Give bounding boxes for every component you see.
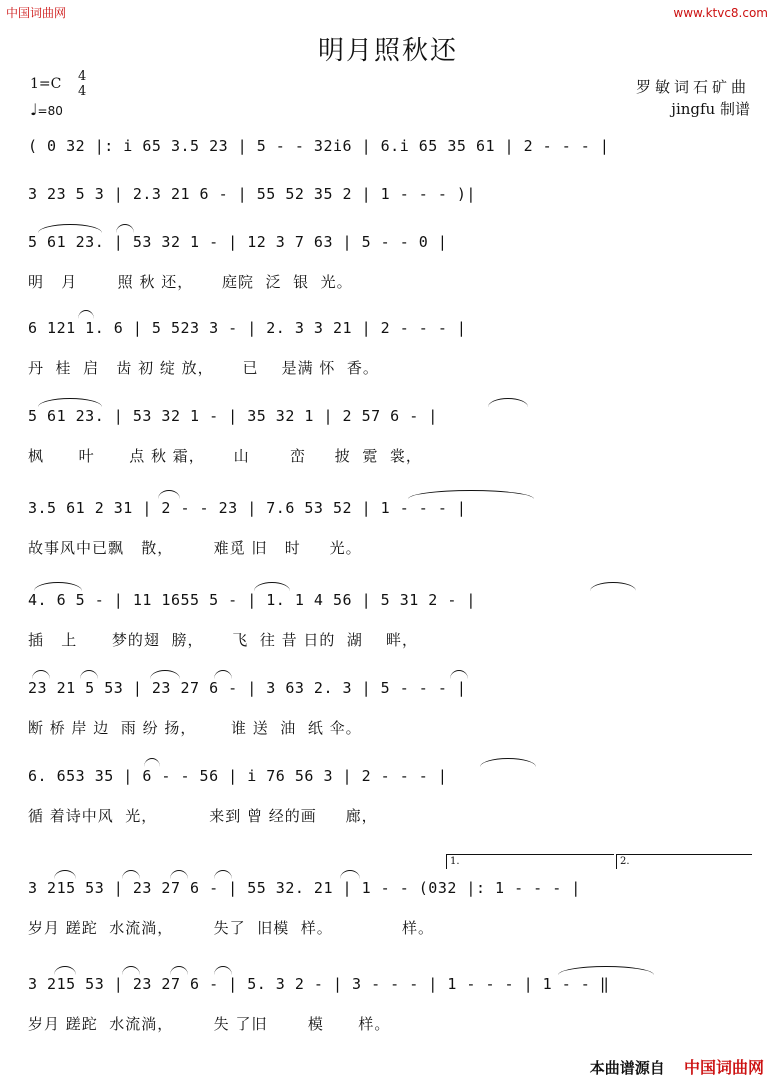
song-title: 明月照秋还 — [317, 36, 458, 66]
tempo-marking — [30, 100, 63, 119]
lyric-line: 丹 桂 启 齿 初 绽 放， 已 是满 怀 香。 — [28, 359, 379, 377]
volta-second-ending: 2. — [616, 854, 752, 869]
site-watermark-left[interactable]: 中国词曲网 — [6, 6, 67, 20]
tempo-value: =80 — [37, 104, 63, 118]
lyric-line: 岁月 蹉跎 水流淌， 失 了旧 模 样。 — [28, 1015, 391, 1033]
lyric-line: 枫 叶 点 秋 霜， 山 峦 披 霓 裳， — [28, 447, 422, 465]
key-signature: 1=C — [30, 76, 62, 92]
site-watermark-right[interactable]: www.ktvc8.com — [673, 6, 768, 20]
notation-line: 6. 653 35 | 6 - - 56 | i 76 56 3 | 2 - - - | — [28, 767, 448, 785]
volta-first-ending: 1. — [446, 854, 614, 869]
arranger: jingfu 制谱 — [671, 100, 750, 118]
quarter-note-icon: ♩ — [30, 100, 38, 119]
lyric-line: 明 月 照 秋 还， 庭院 泛 银 光。 — [28, 273, 353, 291]
time-signature — [78, 70, 86, 99]
notation-line: 3 215 53 | 23 27 6 - | 55 32. 21 | 1 - - (032 |: 1 - - - | — [28, 879, 581, 897]
notation-line: ( 0 32 |: i 65 3.5 23 | 5 - - 32i6 | 6.i 65 35 61 | 2 - - - | — [28, 137, 610, 155]
lyric-line: 故事风中已飘 散， 难觅 旧 时 光。 — [28, 539, 362, 557]
time-signature-top: 4 — [78, 69, 87, 84]
credits — [636, 76, 750, 120]
notation-line: 3 23 5 3 | 2.3 21 6 - | 55 52 35 2 | 1 - - - )| — [28, 185, 476, 203]
notation-line: 5 61 23. | 53 32 1 - | 35 32 1 | 2 57 6 - | — [28, 407, 438, 425]
lyric-line: 插 上 梦的翅 膀， 飞 往 昔 日的 湖 畔， — [28, 631, 418, 649]
notation-line: 23 21 5 53 | 23 27 6 - | 3 63 2. 3 | 5 - - - | — [28, 679, 467, 697]
source-site-link[interactable]: 中国词曲网 — [683, 1058, 764, 1077]
lyric-line: 循 着诗中风 光， 来到 曾 经的画 廊， — [28, 807, 378, 825]
notation-line: 5 61 23. | 53 32 1 - | 12 3 7 63 | 5 - - 0 | — [28, 233, 448, 251]
source-label: 本曲谱源自 — [589, 1059, 665, 1077]
time-signature-bottom: 4 — [78, 84, 87, 99]
notation-line: 3 215 53 | 23 27 6 - | 5. 3 2 - | 3 - - - | 1 - - - | 1 - - ‖ — [28, 975, 610, 993]
lyricist-composer: 罗敏词石矿曲 — [635, 78, 750, 96]
lyric-line: 断 桥 岸 边 雨 纷 扬， 谁 送 油 纸 伞。 — [28, 719, 362, 737]
footer-source — [590, 1055, 764, 1078]
notation-line: 6 121 1. 6 | 5 523 3 - | 2. 3 3 21 | 2 - - - | — [28, 319, 467, 337]
notation-line: 4. 6 5 - | 11 1655 5 - | 1. 1 4 56 | 5 31 2 - | — [28, 591, 476, 609]
lyric-line: 岁月 蹉跎 水流淌， 失了 旧模 样。 样。 — [28, 919, 434, 937]
notation-line: 3.5 61 2 31 | 2 - - 23 | 7.6 53 52 | 1 - - - | — [28, 499, 467, 517]
